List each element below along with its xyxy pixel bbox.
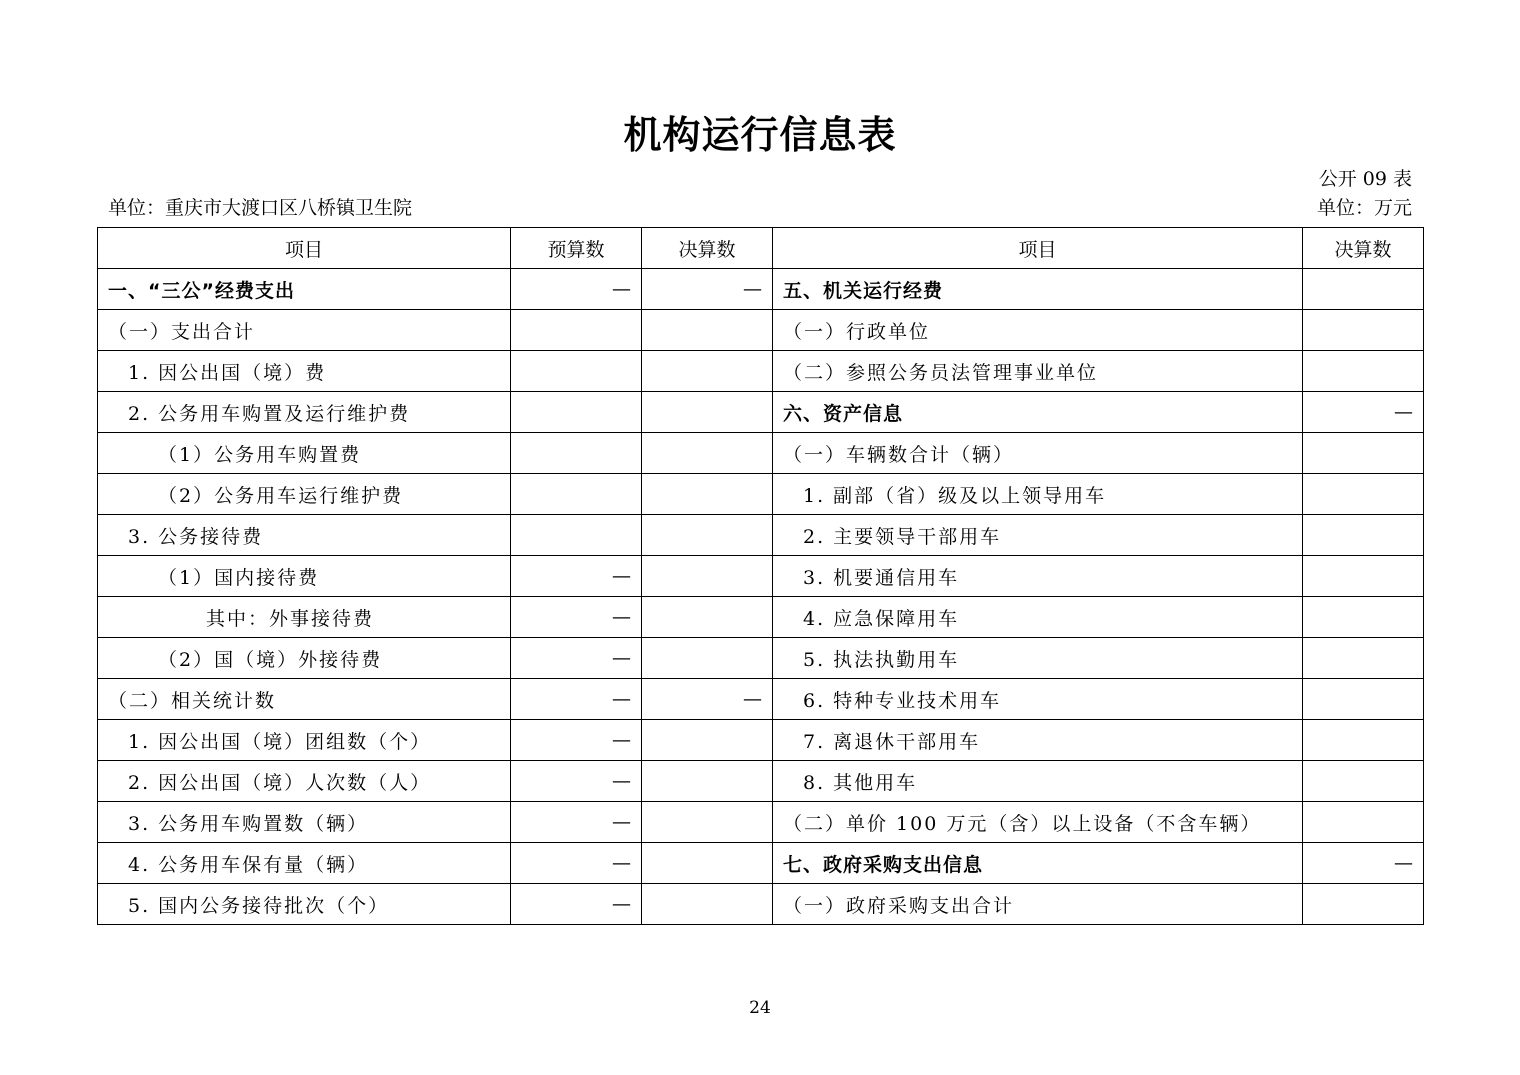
budget-value: — [511,761,642,802]
right-final-value [1303,802,1424,843]
left-item-label: （一）支出合计 [98,310,511,351]
table-row [98,474,1424,515]
header-item-right: 项目 [773,228,1303,269]
left-item-label: 2. 因公出国（境）人次数（人） [98,761,511,802]
right-item-label: 4. 应急保障用车 [773,597,1303,638]
table-row [98,884,1424,925]
header-budget: 预算数 [511,228,642,269]
right-final-value: — [1303,843,1424,884]
budget-value: — [511,720,642,761]
budget-value: — [511,556,642,597]
table-row [98,679,1424,720]
right-item-label: 2. 主要领导干部用车 [773,515,1303,556]
final-value [642,351,773,392]
final-value [642,597,773,638]
unit-name: 单位：重庆市大渡口区八桥镇卫生院 [108,197,413,219]
left-item-label: 其中：外事接待费 [98,597,511,638]
table-row [98,310,1424,351]
right-final-value [1303,351,1424,392]
table-row [98,597,1424,638]
final-value [642,720,773,761]
form-number: 公开 09 表 [1318,168,1412,190]
right-final-value [1303,433,1424,474]
table-row [98,433,1424,474]
table-row [98,843,1424,884]
table-row [98,638,1424,679]
right-item-label: 5. 执法执勤用车 [773,638,1303,679]
final-value [642,515,773,556]
table-row [98,761,1424,802]
budget-value: — [511,597,642,638]
budget-value: — [511,638,642,679]
budget-value [511,310,642,351]
table-row [98,802,1424,843]
budget-value: — [511,884,642,925]
currency-unit: 单位：万元 [1316,197,1412,219]
left-item-label: （二）相关统计数 [98,679,511,720]
final-value [642,310,773,351]
left-item-label: （2）国（境）外接待费 [98,638,511,679]
right-item-label: （二）参照公务员法管理事业单位 [773,351,1303,392]
header-item-left: 项目 [98,228,511,269]
final-value [642,392,773,433]
table-row [98,392,1424,433]
budget-value [511,392,642,433]
header-row [98,228,1424,269]
left-item-label: 5. 国内公务接待批次（个） [98,884,511,925]
right-item-label: 7. 离退休干部用车 [773,720,1303,761]
right-final-value [1303,597,1424,638]
right-item-label: 七、政府采购支出信息 [773,843,1303,884]
budget-value: — [511,269,642,310]
right-item-label: （二）单价 100 万元（含）以上设备（不含车辆） [773,802,1303,843]
budget-value [511,474,642,515]
right-final-value [1303,638,1424,679]
table-row [98,269,1424,310]
right-final-value [1303,884,1424,925]
budget-value [511,515,642,556]
left-item-label: （1）公务用车购置费 [98,433,511,474]
right-item-label: （一）行政单位 [773,310,1303,351]
table-row [98,351,1424,392]
header-final-right: 决算数 [1303,228,1424,269]
left-item-label: 4. 公务用车保有量（辆） [98,843,511,884]
left-item-label: 1. 因公出国（境）团组数（个） [98,720,511,761]
budget-value [511,351,642,392]
right-final-value [1303,761,1424,802]
final-value [642,802,773,843]
final-value [642,843,773,884]
info-table [97,227,1424,925]
header-final: 决算数 [642,228,773,269]
table-row [98,720,1424,761]
final-value: — [642,679,773,720]
right-item-label: 8. 其他用车 [773,761,1303,802]
right-final-value: — [1303,392,1424,433]
right-final-value [1303,474,1424,515]
right-item-label: （一）政府采购支出合计 [773,884,1303,925]
page-title: 机构运行信息表 [623,113,897,157]
right-item-label: 六、资产信息 [773,392,1303,433]
table-row [98,515,1424,556]
final-value: — [642,269,773,310]
final-value [642,474,773,515]
left-item-label: 一、“三公”经费支出 [98,269,511,310]
table-body [98,269,1424,925]
right-final-value [1303,515,1424,556]
right-item-label: 6. 特种专业技术用车 [773,679,1303,720]
left-item-label: 2. 公务用车购置及运行维护费 [98,392,511,433]
page-number: 24 [749,998,771,1018]
right-item-label: （一）车辆数合计（辆） [773,433,1303,474]
right-final-value [1303,679,1424,720]
final-value [642,761,773,802]
final-value [642,433,773,474]
final-value [642,884,773,925]
right-final-value [1303,269,1424,310]
budget-value: — [511,843,642,884]
right-item-label: 3. 机要通信用车 [773,556,1303,597]
budget-value [511,433,642,474]
right-final-value [1303,310,1424,351]
left-item-label: 1. 因公出国（境）费 [98,351,511,392]
table-row [98,556,1424,597]
right-item-label: 五、机关运行经费 [773,269,1303,310]
budget-value: — [511,679,642,720]
left-item-label: 3. 公务用车购置数（辆） [98,802,511,843]
right-final-value [1303,720,1424,761]
right-final-value [1303,556,1424,597]
left-item-label: （2）公务用车运行维护费 [98,474,511,515]
right-item-label: 1. 副部（省）级及以上领导用车 [773,474,1303,515]
final-value [642,556,773,597]
left-item-label: （1）国内接待费 [98,556,511,597]
final-value [642,638,773,679]
budget-value: — [511,802,642,843]
left-item-label: 3. 公务接待费 [98,515,511,556]
